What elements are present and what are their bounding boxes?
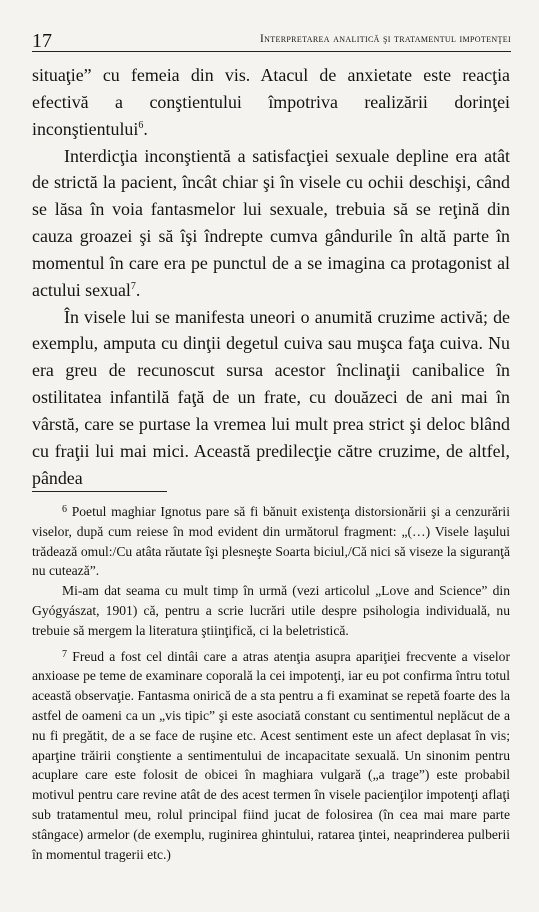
paragraph-1 xyxy=(32,62,510,143)
footnote-ref-7: 7 xyxy=(130,280,136,292)
page-number: 17 xyxy=(32,30,52,52)
paragraph-2-text: Interdicţia inconştientă a satisfacţiei sexuale depline era atât de strictă la pacient, încât chiar şi în visele cu ochii deschişi, când se lăsa în voia fantasmelor lui sexuale, trebuia să se reţină din cauza groazei şi să îşi îndrepte cumva gândurile în altă parte în momentul în care era pe punctul de a se imagina ca protagonist al actului sexual xyxy=(32,145,510,300)
main-text xyxy=(32,62,510,492)
footnote-rule xyxy=(32,491,167,492)
footnote-6 xyxy=(32,500,510,581)
footnote-7-text: Freud a fost cel dintâi care a atras atenţia asupra apariţiei frecvente a viselor anxioase pe teme de examinare coporală la cei impotenţi, iar eu pot confirma întru totul această observaţie. Fantasma onirică de a sta pentru a fi examinat se repetă foarte des la astfel de oameni ca un „vis tipic” şi este asociată constant cu sentimentul neplăcut de a nu fi pregătit, de a se face de ruşine etc. Acest sentiment este un afect deplasat în vis; aparţine trăirii conştiente a sentimentului de incapacitate sexuală. Un sinonim pentru acuplare care este folosit de obicei în maghiara vulgară („a trage”) este probabil motivul pentru care revine atât de des acest termen în visele pacienţilor impotenţi aflaţi sub tratamentul meu, rolul principal fiind jucat de folosirea (în cea mai mare parte stângace) armelor (de exemplu, ruginirea ghintului, ratarea ţintei, neaprinderea pulberii în momentul tragerii etc.) xyxy=(32,648,510,862)
footnote-6-mark: 6 xyxy=(62,504,67,515)
footnote-ref-6: 6 xyxy=(138,119,144,131)
page-header xyxy=(32,22,511,50)
header-rule xyxy=(32,51,511,52)
paragraph-2-end: . xyxy=(135,279,141,300)
footnote-6-text: Poetul maghiar Ignotus pare să fi bănuit existenţa distorsionării şi a cenzurării viselor, după cum reiese în mod evident din următorul fragment: „(…) Visele laşului trădează omul:/Cu atâta răutate îşi plesneşte Soarta biciul,/Că nici să viseze la siguranţă nu cutează”. xyxy=(32,504,510,579)
footnote-7 xyxy=(32,645,510,865)
footnotes xyxy=(32,500,510,864)
footnote-6-continued: Mi-am dat seama cu mult timp în urmă (vezi articolul „Love and Science” din Gyógyászat, 1901) că, pentru a scrie lucrări utile despre psihologia individuală, nu trebuie să mergem la literatura ştiinţifică, ci la beletristică. xyxy=(32,583,510,638)
paragraph-1-text: situaţie” cu femeia din vis. Atacul de anxietate este reacţia efectivă a conştientului împotriva realizării dorinţei inconştientului xyxy=(32,65,510,139)
paragraph-3: În visele lui se manifesta uneori o anumită cruzime activă; de exemplu, amputa cu dinţii degetul cuiva sau muşca faţa cuiva. Nu era greu de recunoscut sursa acestor înclinaţii canibalice în ostilitatea infantilă faţă de un frate, cu douăzeci de ani mai în vârstă, care se purtase la vremea lui mult prea strict şi deloc blând cu fraţii lui mai mici. Această predilecţie către cruzime, de altfel, pândea xyxy=(32,306,510,488)
paragraph-1-end: . xyxy=(143,118,148,139)
paragraph-2 xyxy=(32,143,510,304)
running-title: Interpretarea analitică şi tratamentul impotenţei xyxy=(259,33,511,45)
footnote-7-mark: 7 xyxy=(62,648,67,660)
